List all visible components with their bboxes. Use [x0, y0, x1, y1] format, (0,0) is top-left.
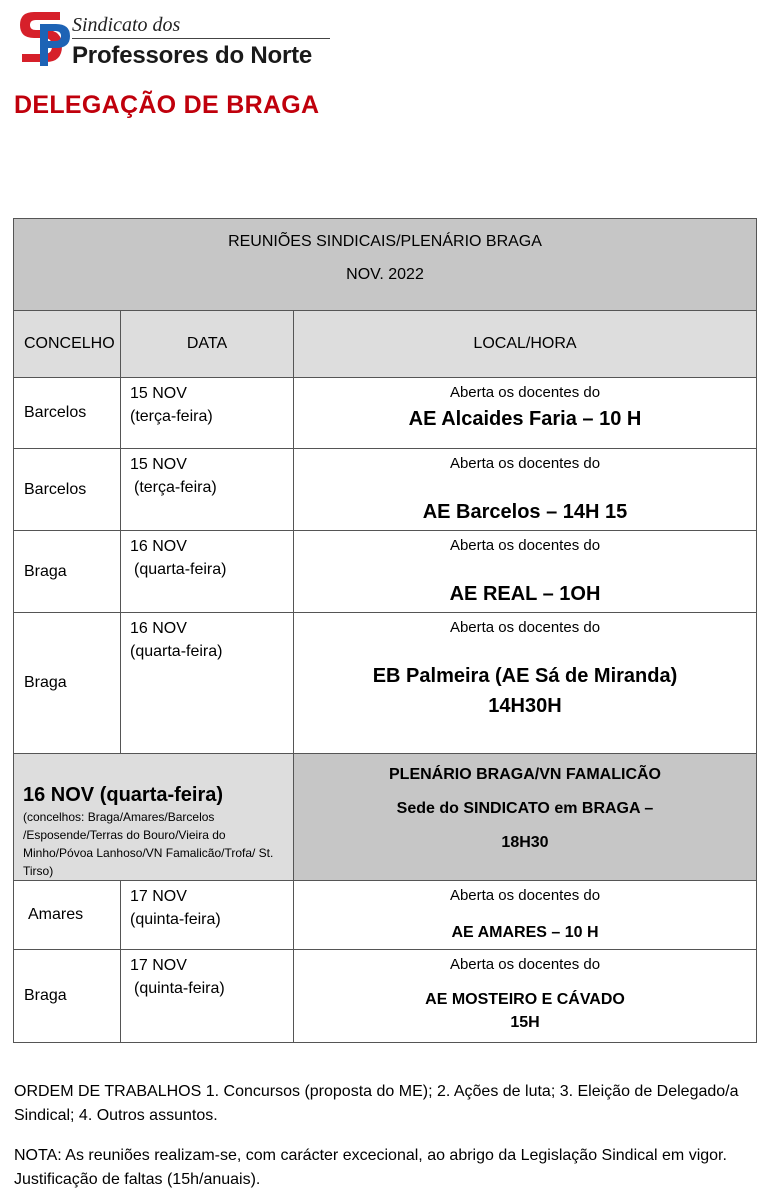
row-time: 14H30H	[488, 695, 562, 717]
org-name-divider	[72, 38, 330, 39]
agenda-text: ORDEM DE TRABALHOS 1. Concursos (proposta do ME); 2. Ações de luta; 3. Eleição de Delegado/a Sindical; 4. Outros assuntos.	[14, 1083, 739, 1124]
row-date: 16 NOV	[130, 538, 187, 555]
row-concelho: Amares	[14, 881, 121, 950]
plenary-date: 16 NOV (quarta-feira)	[23, 784, 224, 806]
org-name-line2: Professores do Norte	[72, 42, 313, 69]
plenary-councils: (concelhos: Braga/Amares/Barcelos /Esposende/Terras do Bouro/Vieira do Minho/Póvoa Lanhoso/VN Famalicão/Trofa/ St. Tirso)	[23, 810, 274, 878]
row-weekday: (quinta-feira)	[130, 911, 221, 928]
row-intro: Aberta os docentes do	[449, 956, 601, 973]
row-concelho: Braga	[14, 950, 121, 1043]
row-place: AE Barcelos – 14H 15	[422, 501, 628, 523]
row-weekday: (quarta-feira)	[134, 561, 227, 578]
table-title-line1: REUNIÕES SINDICAIS/PLENÁRIO BRAGA	[228, 233, 542, 250]
row-weekday: (terça-feira)	[134, 479, 217, 496]
table-title	[14, 219, 757, 311]
row-concelho: Barcelos	[14, 378, 121, 449]
table-row	[14, 613, 757, 754]
table-row	[14, 950, 757, 1043]
row-weekday: (quinta-feira)	[134, 980, 225, 997]
table-row	[14, 531, 757, 613]
row-place: AE REAL – 1OH	[449, 583, 601, 605]
row-concelho: Braga	[14, 531, 121, 613]
row-date: 15 NOV	[130, 385, 187, 402]
row-date: 16 NOV	[130, 620, 187, 637]
column-header-concelho: CONCELHO	[14, 311, 121, 378]
row-intro: Aberta os docentes do	[449, 384, 601, 401]
row-place: AE Alcaides Faria – 10 H	[408, 408, 642, 430]
delegation-title: DELEGAÇÃO DE BRAGA	[14, 91, 320, 119]
plenary-row	[14, 754, 757, 881]
column-header-data: DATA	[121, 311, 294, 378]
union-logo	[14, 8, 70, 66]
row-concelho: Braga	[14, 613, 121, 754]
plenary-line3: 18H30	[501, 834, 549, 851]
row-intro: Aberta os docentes do	[449, 455, 601, 472]
row-place: AE MOSTEIRO E CÁVADO	[425, 991, 625, 1008]
row-date: 17 NOV	[130, 888, 187, 905]
row-intro: Aberta os docentes do	[449, 537, 601, 554]
note-text: NOTA: As reuniões realizam-se, com carácter excecional, ao abrigo da Legislação Sindical em vigor. Justificação de faltas (15h/anuais).	[14, 1147, 727, 1188]
table-row	[14, 378, 757, 449]
row-intro: Aberta os docentes do	[449, 619, 601, 636]
plenary-line1: PLENÁRIO BRAGA/VN FAMALICÃO	[389, 766, 661, 783]
row-date: 17 NOV	[130, 957, 187, 974]
row-place: EB Palmeira (AE Sá de Miranda)	[372, 665, 678, 687]
plenary-line2: Sede do SINDICATO em BRAGA –	[396, 800, 654, 817]
org-name-line1: Sindicato dos	[72, 14, 181, 36]
table-row	[14, 881, 757, 950]
column-header-local-hora: LOCAL/HORA	[294, 311, 757, 378]
row-weekday: (quarta-feira)	[130, 643, 223, 660]
row-weekday: (terça-feira)	[130, 408, 213, 425]
row-intro: Aberta os docentes do	[449, 887, 601, 904]
row-time: 15H	[510, 1014, 540, 1031]
schedule-table	[13, 218, 757, 1043]
row-concelho: Barcelos	[14, 449, 121, 531]
row-date: 15 NOV	[130, 456, 187, 473]
row-place: AE AMARES – 10 H	[451, 924, 599, 941]
table-row	[14, 449, 757, 531]
table-title-line2: NOV. 2022	[346, 266, 424, 283]
